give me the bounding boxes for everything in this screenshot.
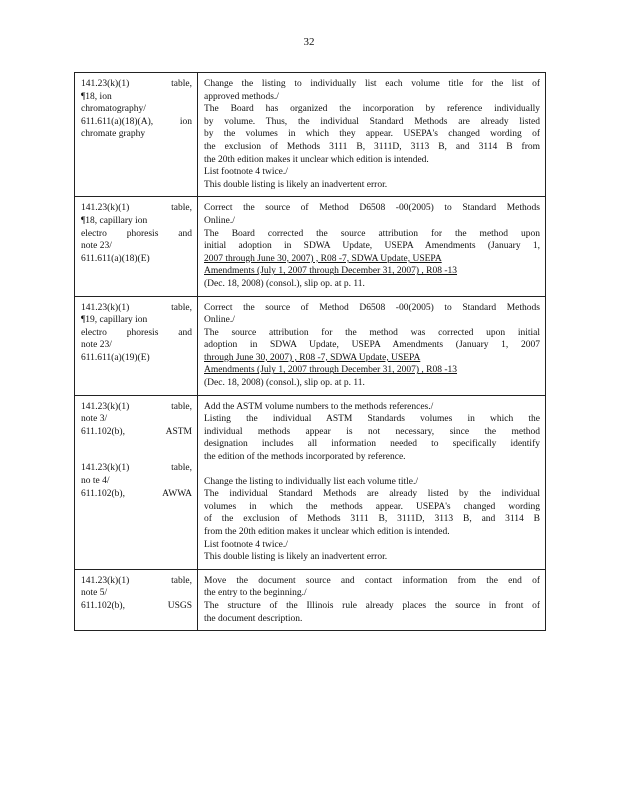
citation-line: chromate graphy: [81, 129, 146, 140]
citation-line: 141.23(k)(1) table,: [81, 401, 192, 412]
comment-line: Add the ASTM volume numbers to the methods references./: [204, 401, 434, 412]
citation-line: 611.611(a)(19)(E): [81, 352, 150, 363]
comment-line: by volume. Thus, the individual Standard Methods are already listed: [204, 116, 540, 127]
citation-line: chromatography/: [81, 104, 146, 115]
citation-line: 141.23(k)(1) table,: [81, 302, 192, 313]
citation-cell: [75, 197, 198, 296]
citation-line: 141.23(k)(1) table,: [81, 575, 192, 586]
comment-line: Correct the source of Method D6508 -00(2005) to Standard Methods: [204, 302, 540, 313]
comment-line: [204, 253, 540, 266]
citation-line: electro phoresis and: [81, 228, 192, 239]
comment-cell: [198, 395, 546, 569]
comment-line: The source attribution for the method was corrected upon initial: [204, 327, 540, 338]
comment-line: of the exclusion of Methods 3111 B, 3111D, 3113 B, and 3114 B: [204, 514, 540, 525]
citation-line: 141.23(k)(1) table,: [81, 79, 192, 89]
comment-line: This double listing is likely an inadvertent error.: [204, 179, 388, 190]
comment-line: The individual Standard Methods are already listed by the individual: [204, 489, 540, 500]
comment-line: initial adoption in SDWA Update, USEPA Amendments (January 1,: [204, 241, 540, 252]
comment-line: This double listing is likely an inadvertent error.: [204, 552, 388, 563]
citation-line: note 5/: [81, 588, 108, 599]
comment-line: by the volumes in which they appear. USEPA's changed wording of: [204, 129, 540, 140]
comment-line: [204, 364, 540, 377]
citation-line: 611.611(a)(18)(A), ion: [81, 116, 192, 127]
comment-line: designation includes all information needed to specifically identify: [204, 439, 540, 450]
citation-underline: 2007 through June 30, 2007) , R08 -7, SDWA Update, USEPA: [204, 253, 442, 264]
comment-line: Correct the source of Method D6508 -00(2005) to Standard Methods: [204, 203, 540, 214]
table-row: [75, 296, 546, 395]
comment-line: individual methods appear is not necessary, since the method: [204, 426, 540, 437]
table-row: [75, 395, 546, 569]
comment-cell: [198, 197, 546, 296]
comment-line: (Dec. 18, 2008) (consol.), slip op. at p. 11.: [204, 278, 365, 289]
comment-line: The Board corrected the source attribution for the method upon: [204, 228, 540, 239]
comment-line: Online./: [204, 315, 235, 326]
citation-line: note 3/: [81, 414, 108, 425]
comment-cell: [198, 73, 546, 197]
table-row: [75, 569, 546, 630]
table-row: [75, 197, 546, 296]
citation-line: ¶19, capillary ion: [81, 315, 148, 326]
comment-line: List footnote 4 twice./: [204, 167, 288, 178]
comment-line: The Board has organized the incorporation by reference individually: [204, 104, 540, 115]
citation-underline: Amendments (July 1, 2007 through December 31, 2007) , R08 -13: [204, 266, 458, 277]
citation-line: 141.23(k)(1) table,: [81, 203, 192, 214]
comment-line: the document description.: [204, 613, 303, 624]
comment-line: Change the listing to individually list each volume title./: [204, 476, 418, 487]
citation-line: electro phoresis and: [81, 327, 192, 338]
comment-line: from the 20th edition makes it unclear which edition is intended.: [204, 527, 450, 537]
comment-line: [204, 352, 540, 365]
citation-line: note 23/: [81, 241, 112, 252]
citation-underline: Amendments (July 1, 2007 through December 31, 2007) , R08 -13: [204, 365, 458, 376]
comment-line: the edition of the methods incorporated by reference.: [204, 452, 406, 463]
comment-line: Online./: [204, 215, 235, 226]
citation-line: 611.102(b), AWWA: [81, 488, 192, 499]
comment-line: the 20th edition makes it unclear which edition is intended.: [204, 154, 429, 165]
comment-line: volumes in which the methods appear. USEPA's changed wording: [204, 501, 540, 512]
comment-line: [204, 265, 540, 278]
citation-line: 611.611(a)(18)(E): [81, 253, 150, 264]
comment-line: The structure of the Illinois rule already places the source in front of: [204, 600, 540, 611]
citation-cell: [75, 296, 198, 395]
comments-table: [74, 72, 546, 631]
table-row: [75, 73, 546, 197]
citation-line: ¶18, ion: [81, 91, 112, 102]
citation-cell: [75, 569, 198, 630]
citation-line: note 23/: [81, 340, 112, 351]
citation-cell: [75, 395, 198, 569]
comment-line: Change the listing to individually list each volume title for the list of: [204, 79, 540, 89]
citation-underline: through June 30, 2007) , R08 -7, SDWA Update, USEPA: [204, 352, 421, 363]
comment-cell: [198, 296, 546, 395]
citation-line: 611.102(b), USGS: [81, 600, 192, 611]
comment-line: the entry to the beginning./: [204, 588, 307, 599]
comment-line: approved methods./: [204, 91, 279, 102]
citation-line: 141.23(k)(1) table,: [81, 463, 192, 474]
comment-line: List footnote 4 twice./: [204, 539, 288, 550]
comment-line: the exclusion of Methods 3111 B, 3111D, 3113 B, and 3114 B from: [204, 141, 540, 152]
citation-cell: [75, 73, 198, 197]
comment-line: Listing the individual ASTM Standards volumes in which the: [204, 414, 540, 425]
citation-line: ¶18, capillary ion: [81, 215, 148, 226]
comment-line: (Dec. 18, 2008) (consol.), slip op. at p. 11.: [204, 378, 365, 389]
page-number: 32: [303, 36, 315, 48]
comment-line: adoption in SDWA Update, USEPA Amendments (January 1, 2007: [204, 340, 540, 351]
comment-line: Move the document source and contact information from the end of: [204, 575, 540, 586]
citation-line: 611.102(b), ASTM: [81, 426, 192, 437]
citation-line: no te 4/: [81, 476, 110, 487]
comment-cell: [198, 569, 546, 630]
